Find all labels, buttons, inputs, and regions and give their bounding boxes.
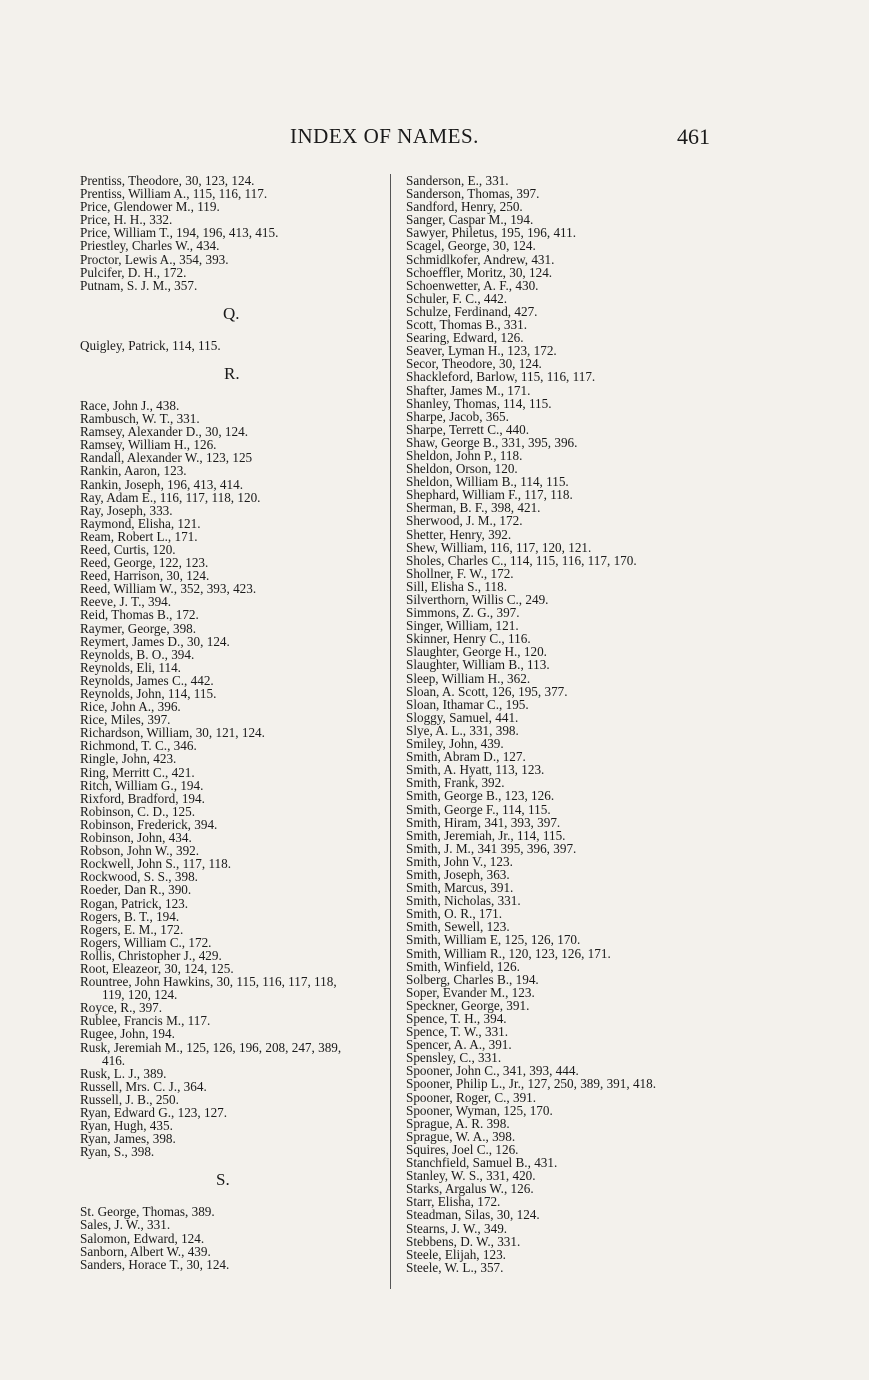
column-divider [390,174,391,1289]
index-entry: Spence, T. H., 394. [406,1011,507,1026]
index-entry: Schmidlkofer, Andrew, 431. [406,251,555,267]
index-entry: Shackleford, Barlow, 115, 116, 117. [406,369,596,385]
index-entry: Sheldon, Orson, 120. [406,461,518,477]
r-entries [80,399,380,1158]
index-entry: Schulze, Ferdinand, 427. [406,303,538,319]
index-entry: 119, 120, 124. [102,987,178,1003]
index-entry: Scott, Thomas B., 331. [406,317,528,333]
index-entry: Randall, Alexander W., 123, 125 [80,450,253,466]
index-entry: Rogers, William C., 172. [80,934,212,950]
index-entry: Reed, Curtis, 120. [80,541,176,557]
index-entry: Ritch, William G., 194. [80,777,204,793]
index-entry: Rockwell, John S., 117, 118. [80,856,232,872]
q-entries [80,339,380,352]
index-entry: Spooner, Roger, C., 391. [406,1089,537,1105]
index-entry: Slaughter, George H., 120. [406,644,547,660]
index-entry: Smith, Sewell, 123. [406,919,510,935]
index-entry: Russell, Mrs. C. J., 364. [80,1078,207,1094]
index-entry: Sloggy, Samuel, 441. [406,709,519,725]
index-entry: Silverthorn, Willis C., 249. [406,592,549,607]
index-entry: Smith, Jeremiah, Jr., 114, 115. [406,827,566,843]
index-entry: Steele, W. L., 357. [406,1259,504,1275]
index-entry: Sherman, B. F., 398, 421. [406,500,541,516]
index-entry: Rogers, E. M., 172. [80,921,184,937]
index-entry: 416. [102,1052,126,1068]
index-entry: Reynolds, Eli, 114. [80,659,181,675]
index-entry: Reynolds, James C., 442. [80,672,214,688]
index-entry: Smith, Frank, 392. [406,775,505,791]
index-entry: Sleep, William H., 362. [406,670,531,686]
section-heading-q: Q. [223,303,240,323]
index-entry: Reymert, James D., 30, 124. [80,633,230,649]
index-entry: Sanderson, Thomas, 397. [406,186,540,202]
index-entry: Solberg, Charles B., 194. [406,971,539,987]
index-entry: Sanderson, E., 331. [406,173,509,188]
index-entry: Stanchfield, Samuel B., 431. [406,1155,558,1171]
index-entry: Spensley, C., 331. [406,1050,502,1066]
index-entry: Shephard, William F., 117, 118. [406,487,573,503]
index-entry: Speckner, George, 391. [406,997,530,1013]
index-entry: Slaughter, William B., 113. [406,657,550,673]
index-entry: Sheldon, John P., 118. [406,447,523,463]
index-entry: Russell, J. B., 250. [80,1091,179,1107]
index-entry: Rixford, Bradford, 194. [80,790,205,806]
index-entry: Sanger, Caspar M., 194. [406,212,534,228]
index-entry: Smith, John V., 123. [406,853,513,869]
index-entry: Sawyer, Philetus, 195, 196, 411. [406,225,577,241]
index-entry: Proctor, Lewis A., 354, 393. [80,251,229,267]
index-entry: Ryan, Edward G., 123, 127. [80,1105,228,1120]
index-entry: St. George, Thomas, 389. [80,1204,215,1220]
index-entry: Smith, George B., 123, 126. [406,788,555,804]
index-entry: Reynolds, John, 114, 115. [80,686,217,701]
index-entry: Price, Glendower M., 119. [80,199,220,215]
right-entries [406,174,846,1274]
index-entry: Spooner, Wyman, 125, 170. [406,1102,553,1118]
index-entry: Robson, John W., 392. [80,843,200,859]
index-entry: Reynolds, B. O., 394. [80,646,195,662]
index-entry: Putnam, S. J. M., 357. [80,277,198,293]
page-number: 461 [677,124,710,149]
left-column [80,174,380,1271]
index-entry: Ringle, John, 423. [80,751,177,767]
index-entry: Smith, Winfield, 126. [406,958,520,974]
index-entry: Rambusch, W. T., 331. [80,411,200,427]
index-entry: Robinson, C. D., 125. [80,803,196,819]
index-entry: Skinner, Henry C., 116. [406,631,531,647]
index-entry: Royce, R., 397. [80,1000,163,1016]
index-entry: Price, H. H., 332. [80,212,173,228]
index-entry: Soper, Evander M., 123. [406,984,535,1000]
index-entry: Roeder, Dan R., 390. [80,882,192,898]
index-entry: Sanborn, Albert W., 439. [80,1243,211,1259]
index-entry: Rockwood, S. S., 398. [80,869,198,885]
index-entry: Raymer, George, 398. [80,620,197,636]
index-entry: Schoeffler, Moritz, 30, 124. [406,264,553,280]
index-entry: Sanders, Horace T., 30, 124. [80,1256,230,1272]
index-entry: Rollis, Christopher J., 429. [80,947,222,963]
p-entries [80,174,380,292]
index-entry: Reed, William W., 352, 393, 423. [80,581,257,597]
index-entry: Smith, William E, 125, 126, 170. [406,932,581,948]
index-entry: Slye, A. L., 331, 398. [406,722,519,738]
index-entry: Seaver, Lyman H., 123, 172. [406,343,557,359]
index-entry: Stebbens, D. W., 331. [406,1233,521,1249]
index-entry: Ramsey, Alexander D., 30, 124. [80,424,248,440]
right-column [406,174,846,1274]
index-entry: Reed, George, 122, 123. [80,555,209,571]
page-header [0,124,869,154]
index-entry: Shanley, Thomas, 114, 115. [406,395,552,411]
index-entry: Smith, Nicholas, 331. [406,893,521,909]
index-entry: Steele, Elijah, 123. [406,1246,506,1262]
index-entry: Ream, Robert L., 171. [80,528,198,544]
index-entry: Ray, Adam E., 116, 117, 118, 120. [80,489,261,505]
index-entry: Scagel, George, 30, 124. [406,238,536,254]
index-entry: Robinson, Frederick, 394. [80,816,218,832]
index-entry: Spooner, Philip L., Jr., 127, 250, 389, 391, 418. [406,1076,657,1092]
index-entry: Prentiss, William A., 115, 116, 117. [80,186,268,202]
index-entry: Rugee, John, 194. [80,1026,175,1042]
index-entry: Ryan, S., 398. [80,1144,155,1160]
index-entry: Squires, Joel C., 126. [406,1141,519,1157]
index-entry: Sales, J. W., 331. [80,1217,171,1233]
index-entry: Smith, O. R., 171. [406,906,502,922]
index-entry: Rice, Miles, 397. [80,712,171,728]
index-entry: Sprague, A. R. 398. [406,1115,510,1131]
index-entry: Sheldon, William B., 114, 115. [406,474,569,490]
index-entry: Reeve, J. T., 394. [80,594,172,610]
index-entry: Spooner, John C., 341, 393, 444. [406,1063,579,1079]
index-entry: Spencer, A. A., 391. [406,1037,512,1053]
index-entry: Sprague, W. A., 398. [406,1128,516,1144]
index-entry: Rusk, Jeremiah M., 125, 126, 196, 208, 247, 389, [80,1039,342,1055]
index-entry: Starr, Elisha, 172. [406,1194,501,1210]
index-entry: Ring, Merritt C., 421. [80,764,195,780]
index-entry: Steadman, Silas, 30, 124. [406,1207,540,1223]
index-entry: Smith, George F., 114, 115. [406,801,551,817]
index-entry: Reid, Thomas B., 172. [80,607,199,623]
index-entry: Sharpe, Jacob, 365. [406,408,509,424]
index-entry: Shafter, James M., 171. [406,382,531,398]
index-entry: Sharpe, Terrett C., 440. [406,421,529,437]
index-entry: Simmons, Z. G., 397. [406,605,520,621]
index-entry: Smith, Joseph, 363. [406,866,510,882]
index-entry: Sholes, Charles C., 114, 115, 116, 117, 170. [406,552,637,568]
index-entry: Pulcifer, D. H., 172. [80,264,187,280]
index-entry: Quigley, Patrick, 114, 115. [80,337,221,353]
index-entry: Smith, Abram D., 127. [406,749,526,765]
index-entry: Shollner, F. W., 172. [406,565,514,581]
index-entry: Richardson, William, 30, 121, 124. [80,725,265,741]
index-entry: Searing, Edward, 126. [406,330,524,346]
index-entry: Prentiss, Theodore, 30, 123, 124. [80,173,255,188]
index-entry: Ryan, James, 398. [80,1131,176,1147]
index-entry: Rankin, Aaron, 123. [80,463,187,479]
index-entry: Spence, T. W., 331. [406,1024,509,1040]
index-entry: Raymond, Elisha, 121. [80,515,201,531]
index-entry: Smiley, John, 439. [406,736,504,752]
index-entry: Sloan, Ithamar C., 195. [406,696,529,712]
index-entry: Rankin, Joseph, 196, 413, 414. [80,476,244,492]
index-entry: Root, Eleazeor, 30, 124, 125. [80,960,234,976]
index-entry: Smith, Marcus, 391. [406,880,514,896]
index-entry: Smith, Hiram, 341, 393, 397. [406,814,561,830]
index-entry: Smith, J. M., 341 395, 396, 397. [406,840,577,856]
index-entry: Salomon, Edward, 124. [80,1230,205,1246]
index-entry: Rusk, L. J., 389. [80,1065,167,1081]
index-entry: Ryan, Hugh, 435. [80,1118,173,1134]
index-entry: Ray, Joseph, 333. [80,502,173,518]
section-heading-s: S. [216,1170,230,1190]
index-entry: Shew, William, 116, 117, 120, 121. [406,539,592,555]
index-entry: Sherwood, J. M., 172. [406,513,523,529]
index-entry: Rogers, B. T., 194. [80,908,180,924]
index-entry: Robinson, John, 434. [80,830,192,846]
index-entry: Singer, William, 121. [406,618,519,634]
index-entry: Reed, Harrison, 30, 124. [80,568,210,584]
index-entry: Secor, Theodore, 30, 124. [406,356,542,372]
page-title: INDEX OF NAMES. [290,124,479,148]
index-entry: Stanley, W. S., 331, 420. [406,1168,536,1184]
index-entry: Ramsey, William H., 126. [80,437,217,453]
index-entry: Shetter, Henry, 392. [406,526,512,542]
index-entry: Sloan, A. Scott, 126, 195, 377. [406,683,568,699]
index-entry: Sill, Elisha S., 118. [406,578,507,594]
index-entry: Rogan, Patrick, 123. [80,895,189,911]
index-entry: Smith, A. Hyatt, 113, 123. [406,762,545,778]
s-entries [80,1205,380,1270]
index-entry: Schoenwetter, A. F., 430. [406,277,539,293]
index-entry: Stearns, J. W., 349. [406,1220,508,1236]
index-entry: Smith, William R., 120, 123, 126, 171. [406,945,611,961]
index-entry: Sandford, Henry, 250. [406,199,523,215]
index-entry: Rice, John A., 396. [80,699,181,715]
section-heading-r: R. [224,363,240,383]
index-entry: Shaw, George B., 331, 395, 396. [406,434,578,450]
index-entry: Rublee, Francis M., 117. [80,1013,211,1029]
index-entry: Priestley, Charles W., 434. [80,238,220,254]
index-entry: Schuler, F. C., 442. [406,290,507,306]
index-entry: Race, John J., 438. [80,397,180,413]
index-entry: Price, William T., 194, 196, 413, 415. [80,225,279,241]
index-entry: Rountree, John Hawkins, 30, 115, 116, 117, 118, [80,974,337,990]
index-entry: Starks, Argalus W., 126. [406,1181,534,1197]
index-entry: Richmond, T. C., 346. [80,738,197,754]
